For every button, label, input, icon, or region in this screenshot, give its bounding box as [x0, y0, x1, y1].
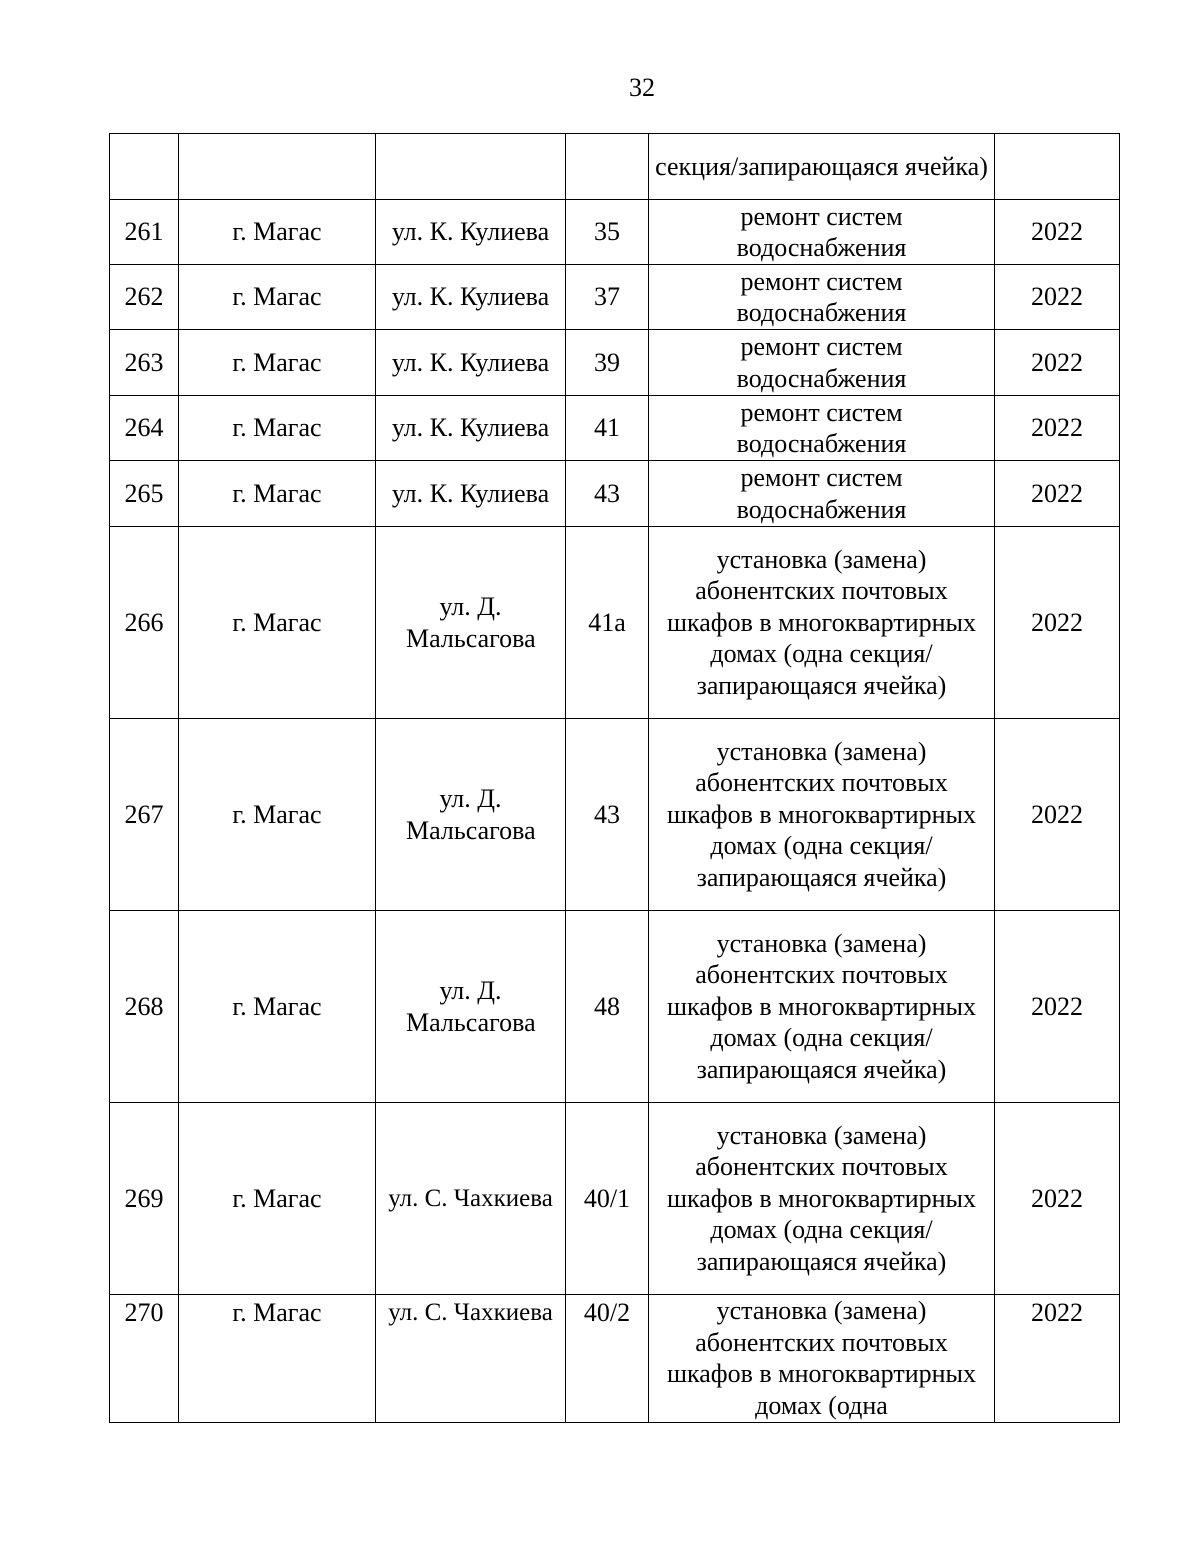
cell-house-number	[566, 200, 649, 265]
cell-street	[376, 330, 566, 396]
cell-city	[179, 134, 376, 200]
cell-year	[995, 134, 1120, 200]
cell-number	[110, 200, 179, 265]
cell-city-text: г. Магас	[232, 217, 322, 247]
cell-city-text: г. Магас	[232, 347, 322, 377]
cell-work-type	[649, 134, 995, 200]
cell-number	[110, 1103, 179, 1295]
cell-year-text: 2022	[1031, 217, 1083, 247]
cell-work-type-text: установка (замена) абонентских почтовых шкафов в многоквартирных домах (одна	[666, 1296, 976, 1420]
cell-street-text: ул. К. Кулиева	[391, 217, 550, 247]
cell-city	[179, 527, 376, 719]
cell-city-text: г. Магас	[232, 607, 322, 637]
cell-street	[376, 911, 566, 1103]
cell-year-text: 2022	[1031, 1183, 1083, 1213]
cell-year	[995, 330, 1120, 396]
cell-work-type	[649, 461, 995, 527]
cell-year-text: 2022	[1031, 347, 1083, 377]
cell-city-text: г. Магас	[232, 799, 322, 829]
table-row	[110, 200, 1120, 265]
cell-street-text: ул. К. Кулиева	[391, 282, 550, 312]
cell-street-text: ул. К. Кулиева	[391, 413, 550, 443]
cell-work-type	[649, 265, 995, 330]
cell-year-text: 2022	[1031, 1298, 1083, 1327]
cell-house-number-text: 39	[594, 347, 620, 377]
cell-city-text: г. Магас	[232, 282, 322, 312]
cell-year	[995, 265, 1120, 330]
table-row	[110, 719, 1120, 911]
cell-street-text: ул. Д. Мальсагова	[406, 784, 536, 845]
cell-house-number	[566, 1103, 649, 1295]
cell-year-text: 2022	[1031, 478, 1083, 508]
cell-year	[995, 911, 1120, 1103]
cell-street-text: ул. Д. Мальсагова	[406, 976, 536, 1037]
cell-city-text: г. Магас	[232, 1183, 322, 1213]
cell-street-text: ул. К. Кулиева	[391, 347, 550, 377]
page-number: 32	[629, 73, 655, 102]
table-row	[110, 265, 1120, 330]
cell-street	[376, 265, 566, 330]
cell-city-text: г. Магас	[232, 991, 322, 1021]
works-table	[109, 133, 1120, 1423]
cell-house-number-text: 40/1	[583, 1183, 631, 1213]
cell-city	[179, 396, 376, 461]
cell-city	[179, 265, 376, 330]
cell-street	[376, 134, 566, 200]
cell-year-text: 2022	[1031, 413, 1083, 443]
cell-number-text: 270	[124, 1298, 164, 1327]
cell-city	[179, 1103, 376, 1295]
cell-work-type-text: секция/запирающаяся ячейка)	[655, 151, 988, 181]
cell-year	[995, 200, 1120, 265]
cell-house-number	[566, 134, 649, 200]
cell-year	[995, 461, 1120, 527]
cell-number	[110, 1295, 179, 1423]
cell-number	[110, 265, 179, 330]
cell-year-text: 2022	[1031, 282, 1083, 312]
cell-house-number	[566, 527, 649, 719]
table-row	[110, 527, 1120, 719]
cell-house-number-text: 43	[594, 799, 620, 829]
cell-work-type-text: ремонт систем водоснабжения	[736, 463, 907, 524]
cell-house-number	[566, 911, 649, 1103]
cell-year-text: 2022	[1031, 799, 1083, 829]
cell-number-text: 264	[124, 413, 164, 443]
cell-work-type	[649, 911, 995, 1103]
cell-work-type-text: ремонт систем водоснабжения	[736, 266, 907, 327]
cell-work-type	[649, 527, 995, 719]
cell-number	[110, 911, 179, 1103]
cell-house-number-text: 37	[594, 282, 620, 312]
cell-number	[110, 396, 179, 461]
cell-city	[179, 461, 376, 527]
cell-year	[995, 1103, 1120, 1295]
cell-year	[995, 396, 1120, 461]
cell-number	[110, 527, 179, 719]
cell-house-number	[566, 265, 649, 330]
cell-street-text: ул. С. Чахкиева	[388, 1299, 553, 1326]
table-row	[110, 911, 1120, 1103]
table-body	[110, 134, 1120, 1423]
cell-street-text: ул. К. Кулиева	[391, 478, 550, 508]
table-row	[110, 134, 1120, 200]
cell-number-text: 262	[124, 282, 164, 312]
cell-city-text: г. Магас	[232, 478, 322, 508]
cell-house-number-text: 40/2	[583, 1298, 631, 1327]
cell-city-text: г. Магас	[232, 1298, 322, 1327]
cell-year	[995, 527, 1120, 719]
cell-house-number	[566, 719, 649, 911]
cell-street-text: ул. Д. Мальсагова	[406, 592, 536, 653]
cell-number	[110, 134, 179, 200]
cell-house-number-text: 41а	[588, 607, 626, 637]
cell-city	[179, 719, 376, 911]
cell-work-type-text: установка (замена) абонентских почтовых шкафов в многоквартирных домах (одна секция/запирающаяся ячейка)	[666, 928, 976, 1084]
cell-street	[376, 1103, 566, 1295]
cell-city	[179, 330, 376, 396]
cell-city	[179, 1295, 376, 1423]
table-row	[110, 461, 1120, 527]
cell-street	[376, 200, 566, 265]
cell-street-text: ул. С. Чахкиева	[388, 1184, 553, 1212]
cell-house-number	[566, 330, 649, 396]
cell-number-text: 269	[124, 1183, 164, 1213]
cell-work-type	[649, 719, 995, 911]
cell-street	[376, 527, 566, 719]
table-row	[110, 1295, 1120, 1423]
cell-work-type	[649, 1103, 995, 1295]
cell-work-type-text: установка (замена) абонентских почтовых шкафов в многоквартирных домах (одна секция/запирающаяся ячейка)	[666, 1120, 976, 1276]
table-row	[110, 1103, 1120, 1295]
cell-work-type	[649, 396, 995, 461]
cell-number-text: 268	[124, 991, 164, 1021]
cell-year-text: 2022	[1031, 607, 1083, 637]
cell-work-type	[649, 1295, 995, 1423]
cell-work-type-text: ремонт систем водоснабжения	[736, 397, 907, 458]
cell-number-text: 263	[124, 347, 164, 377]
cell-number	[110, 461, 179, 527]
cell-house-number	[566, 396, 649, 461]
cell-house-number	[566, 1295, 649, 1423]
cell-number-text: 265	[124, 478, 164, 508]
cell-street	[376, 719, 566, 911]
cell-house-number-text: 41	[594, 413, 620, 443]
cell-street	[376, 1295, 566, 1423]
cell-year	[995, 1295, 1120, 1423]
cell-number-text: 267	[124, 799, 164, 829]
cell-work-type-text: установка (замена) абонентских почтовых шкафов в многоквартирных домах (одна секция/запирающаяся ячейка)	[666, 736, 976, 892]
cell-work-type-text: ремонт систем водоснабжения	[736, 332, 907, 393]
cell-year	[995, 719, 1120, 911]
cell-work-type	[649, 200, 995, 265]
cell-year-text: 2022	[1031, 991, 1083, 1021]
cell-house-number-text: 48	[594, 991, 620, 1021]
cell-number-text: 261	[124, 217, 164, 247]
cell-city	[179, 200, 376, 265]
cell-street	[376, 396, 566, 461]
cell-work-type-text: установка (замена) абонентских почтовых шкафов в многоквартирных домах (одна секция/запирающаяся ячейка)	[666, 544, 976, 700]
cell-city	[179, 911, 376, 1103]
cell-city-text: г. Магас	[232, 413, 322, 443]
cell-house-number	[566, 461, 649, 527]
cell-street	[376, 461, 566, 527]
cell-number-text: 266	[124, 607, 164, 637]
cell-number	[110, 719, 179, 911]
cell-work-type-text: ремонт систем водоснабжения	[736, 201, 907, 262]
cell-number	[110, 330, 179, 396]
cell-work-type	[649, 330, 995, 396]
table-row	[110, 396, 1120, 461]
table-row	[110, 330, 1120, 396]
cell-house-number-text: 43	[594, 478, 620, 508]
cell-house-number-text: 35	[594, 217, 620, 247]
